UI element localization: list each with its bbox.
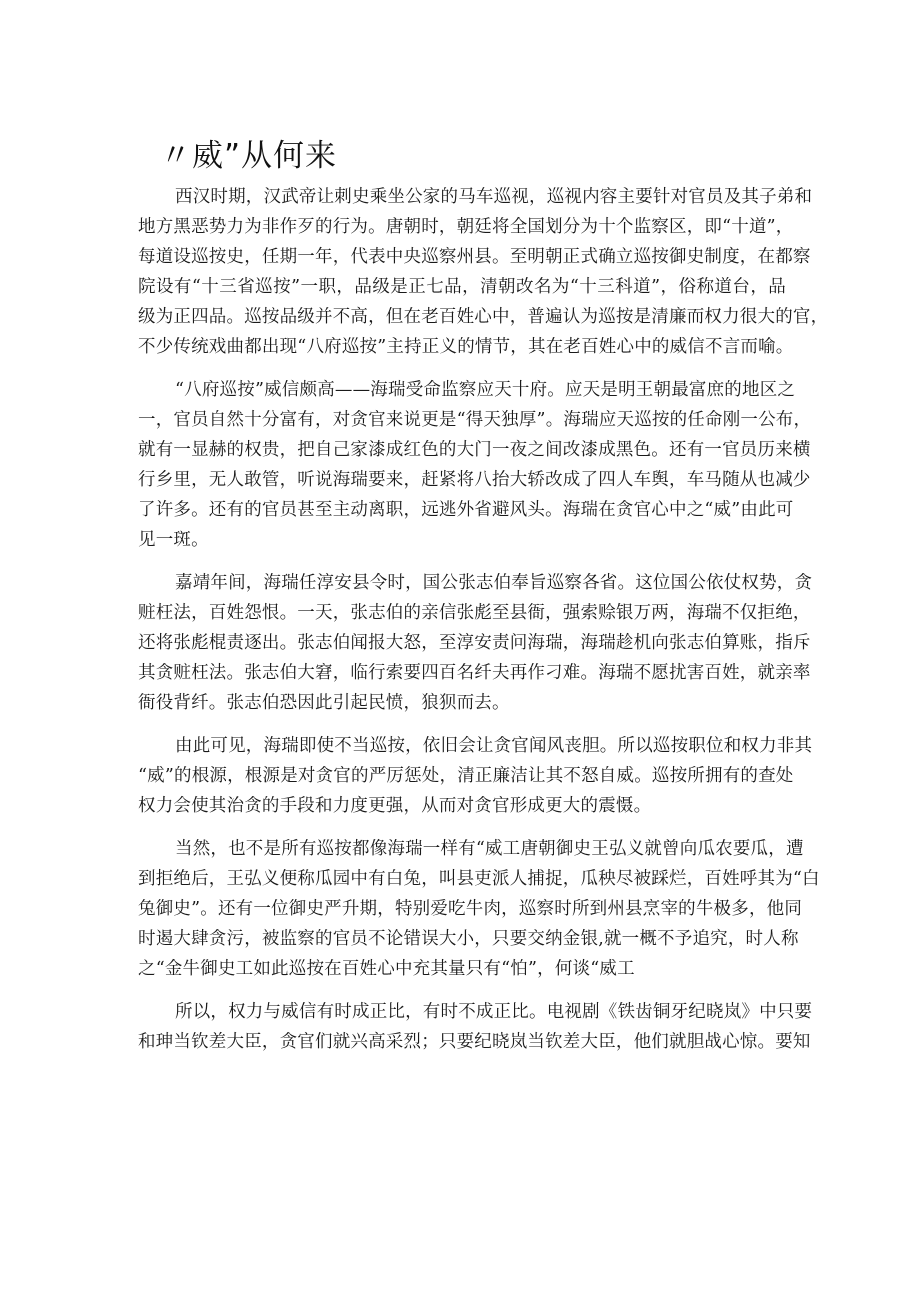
text-line: 就有一显赫的权贵，把自己家漆成红色的大门一夜之间改漆成黑色。还有一官员历来横 xyxy=(138,440,811,460)
paragraph-6 xyxy=(138,997,813,1057)
paragraph-4 xyxy=(138,731,813,821)
text-line: 时遏大肆贪污，被监察的官员不论错误大小，只要交纳金银,就一概不予追究，时人称 xyxy=(138,929,799,949)
text-line: 院设有“十三省巡按”一职，品级是正七品，清朝改名为“十三科道”，俗称道台，品 xyxy=(138,277,786,297)
text-line: 赃枉法，百姓怨恨。一天，张志伯的亲信张彪至县衙，强索赊银万两，海瑞不仅拒绝， xyxy=(138,603,811,623)
text-line: “八府巡按”威信颇高——海瑞受命监察应天十府。应天是明王朝最富庶的地区之 xyxy=(175,380,796,400)
text-line: 权力会使其治贪的手段和力度更强，从而对贪官形成更大的震慑。 xyxy=(138,796,652,816)
text-line: 见一斑。 xyxy=(138,530,209,550)
text-line: 每道设巡按史，任期一年，代表中央巡察州县。至明朝正式确立巡按御史制度，在都察 xyxy=(138,247,811,267)
text-line: 兔御史”。还有一位御史严升期，特别爱吃牛肉，巡察时所到州县烹宰的牛极多，他同 xyxy=(138,899,803,919)
text-line: 还将张彪棍责逐出。张志伯闻报大怒，至淳安责问海瑞，海瑞趁机向张志伯算账，指斥 xyxy=(138,633,811,653)
paragraph-1 xyxy=(138,182,829,362)
paragraph-2 xyxy=(138,375,812,555)
text-line: 由此可见，海瑞即使不当巡按，依旧会让贪官闻风丧胆。所以巡按职位和权力非其 xyxy=(175,736,813,756)
text-line: 之“金牛御史工如此巡按在百姓心中充其量只有“怕”，何谈“威工 xyxy=(138,959,635,979)
text-line: 嘉靖年间，海瑞任淳安县令时，国公张志伯奉旨巡察各省。这位国公依仗权势，贪 xyxy=(175,573,813,593)
text-line: 到拒绝后，王弘义便称瓜园中有白兔，叫县吏派人捕捉，瓜秧尽被踩烂，百姓呼其为“白 xyxy=(138,869,820,889)
text-line: 级为正四品。巡按品级并不高，但在老百姓心中，普遍认为巡按是清廉而权力很大的官， xyxy=(138,307,829,327)
paragraph-5 xyxy=(138,834,820,984)
paragraph-3 xyxy=(138,568,813,718)
text-line: 了许多。还有的官员甚至主动离职，远逃外省避风头。海瑞在贪官心中之“威”由此可 xyxy=(138,500,794,520)
text-line: 和珅当钦差大臣，贪官们就兴高采烈；只要纪晓岚当钦差大臣，他们就胆战心惊。要知 xyxy=(138,1032,811,1052)
text-line: 地方黑恶势力为非作歹的行为。唐朝时，朝廷将全国划分为十个监察区，即“十道”， xyxy=(138,217,794,237)
text-line: “威”的根源，根源是对贪官的严厉惩处，清正廉洁让其不怒自威。巡按所拥有的查处 xyxy=(138,766,794,786)
document-body xyxy=(138,182,829,1070)
text-line: 当然，也不是所有巡按都像海瑞一样有“威工唐朝御史王弘义就曾向瓜农要瓜，遭 xyxy=(175,839,804,859)
text-line: 衙役背纤。张志伯恐因此引起民愤，狼狈而去。 xyxy=(138,693,510,713)
text-line: 一，官员自然十分富有，对贪官来说更是“得天独厚”。海瑞应天巡按的任命刚一公布， xyxy=(138,410,812,430)
document-title: 〃威”从何来 xyxy=(160,138,338,174)
text-line: 行乡里，无人敢管，听说海瑞要来，赶紧将八抬大轿改成了四人车舆，车马随从也减少 xyxy=(138,470,811,490)
text-line: 其贪赃枉法。张志伯大窘，临行索要四百名纤夫再作刁难。海瑞不愿扰害百姓，就亲率 xyxy=(138,663,811,683)
text-line: 西汉时期，汉武帝让刺史乘坐公家的马车巡视，巡视内容主要针对官员及其子弟和 xyxy=(175,187,813,207)
text-line: 所以，权力与威信有时成正比，有时不成正比。电视剧《铁齿铜牙纪晓岚》中只要 xyxy=(175,1002,813,1022)
text-line: 不少传统戏曲都出现“八府巡按”主持正义的情节，其在老百姓心中的威信不言而喻。 xyxy=(138,337,794,357)
